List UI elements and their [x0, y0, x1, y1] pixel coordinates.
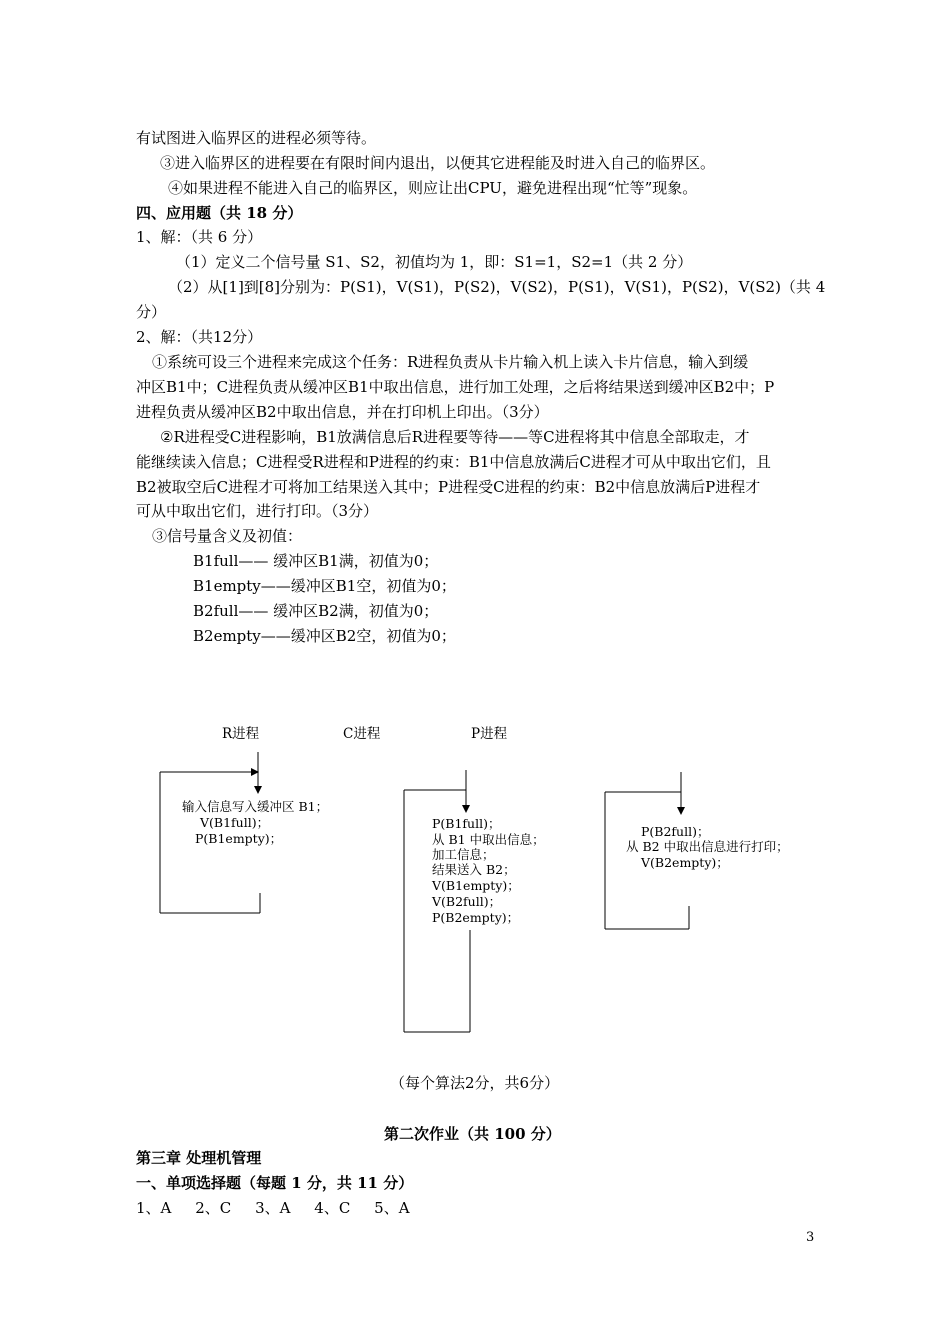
page-number: 3 [806, 1230, 815, 1245]
section-heading: 四、应用题（共 18 分） [136, 204, 303, 222]
p-process-label: P进程 [471, 726, 508, 742]
text-line: 分） [136, 303, 167, 321]
c-code-line: V(B2full)； [432, 894, 502, 909]
p-code-line: V(B2empty)； [641, 855, 729, 870]
c-code-line: V(B1empty)； [432, 878, 520, 893]
text-line: （2）从[1]到[8]分别为：P(S1)，V(S1)，P(S2)，V(S2)，P(S1)，V(S1)，P(S2)，V(S2)（共 4 [168, 278, 826, 296]
chapter-heading: 第三章 处理机管理 [136, 1149, 262, 1167]
text-line: （1）定义二个信号量 S1、S2，初值均为 1，即：S1=1，S2=1（共 2 分） [176, 253, 693, 271]
text-line: 有试图进入临界区的进程必须等待。 [136, 129, 377, 147]
text-line: ④如果进程不能进入自己的临界区，则应让出CPU，避免进程出现“忙等”现象。 [168, 179, 698, 197]
text-line: 1、解：（共 6 分） [136, 228, 263, 246]
c-code-line: 从 B1 中取出信息； [432, 832, 545, 847]
text-line: B2被取空后C进程才可将加工结果送入其中；P进程受C进程的约束：B2中信息放满后P进程才 [136, 478, 761, 496]
text-line: 进程负责从缓冲区B2中取出信息，并在打印机上印出。（3分） [136, 403, 549, 421]
c-process-label: C进程 [343, 726, 381, 742]
p-code-line: 从 B2 中取出信息进行打印； [626, 839, 789, 854]
semaphore-def: B2empty——缓冲区B2空，初值为0； [193, 627, 456, 645]
semaphore-def: B2full—— 缓冲区B2满，初值为0； [193, 602, 439, 620]
c-code-line: P(B2empty)； [432, 910, 520, 925]
semaphore-def: B1full—— 缓冲区B1满，初值为0； [193, 552, 439, 570]
text-line: ③进入临界区的进程要在有限时间内退出，以便其它进程能及时进入自己的临界区。 [160, 154, 716, 172]
score-note: （每个算法2分，共6分） [390, 1074, 560, 1092]
r-code-line: P(B1empty)； [195, 831, 283, 846]
text-line: 冲区B1中；C进程负责从缓冲区B1中取出信息，进行加工处理，之后将结果送到缓冲区B2中；P [136, 378, 775, 396]
c-code-line: P(B1full)； [432, 816, 501, 831]
text-line: ②R进程受C进程影响，B1放满信息后R进程要等待——等C进程将其中信息全部取走，才 [160, 428, 750, 446]
answers-line: 1、A 2、C 3、A 4、C 5、A [136, 1199, 410, 1217]
text-line: 可从中取出它们，进行打印。（3分） [136, 502, 379, 520]
p-code-line: P(B2full)； [641, 824, 710, 839]
assignment-title: 第二次作业（共 100 分） [384, 1125, 561, 1143]
text-line: 2、解：（共12分） [136, 328, 263, 346]
r-process-label: R进程 [222, 726, 260, 742]
c-code-line: 加工信息； [432, 847, 495, 862]
text-line: 能继续读入信息；C进程受R进程和P进程的约束：B1中信息放满后C进程才可从中取出它们，且 [136, 453, 771, 471]
semaphore-def: B1empty——缓冲区B1空，初值为0； [193, 577, 456, 595]
r-code-line: V(B1full)； [200, 815, 270, 830]
text-line: ③信号量含义及初值： [152, 527, 303, 545]
section-heading: 一、单项选择题（每题 1 分，共 11 分） [136, 1174, 414, 1192]
c-code-line: 结果送入 B2； [432, 862, 516, 877]
text-line: ①系统可设三个进程来完成这个任务：R进程负责从卡片输入机上读入卡片信息，输入到缓 [152, 353, 749, 371]
r-code-line: 输入信息写入缓冲区 B1； [182, 799, 329, 814]
